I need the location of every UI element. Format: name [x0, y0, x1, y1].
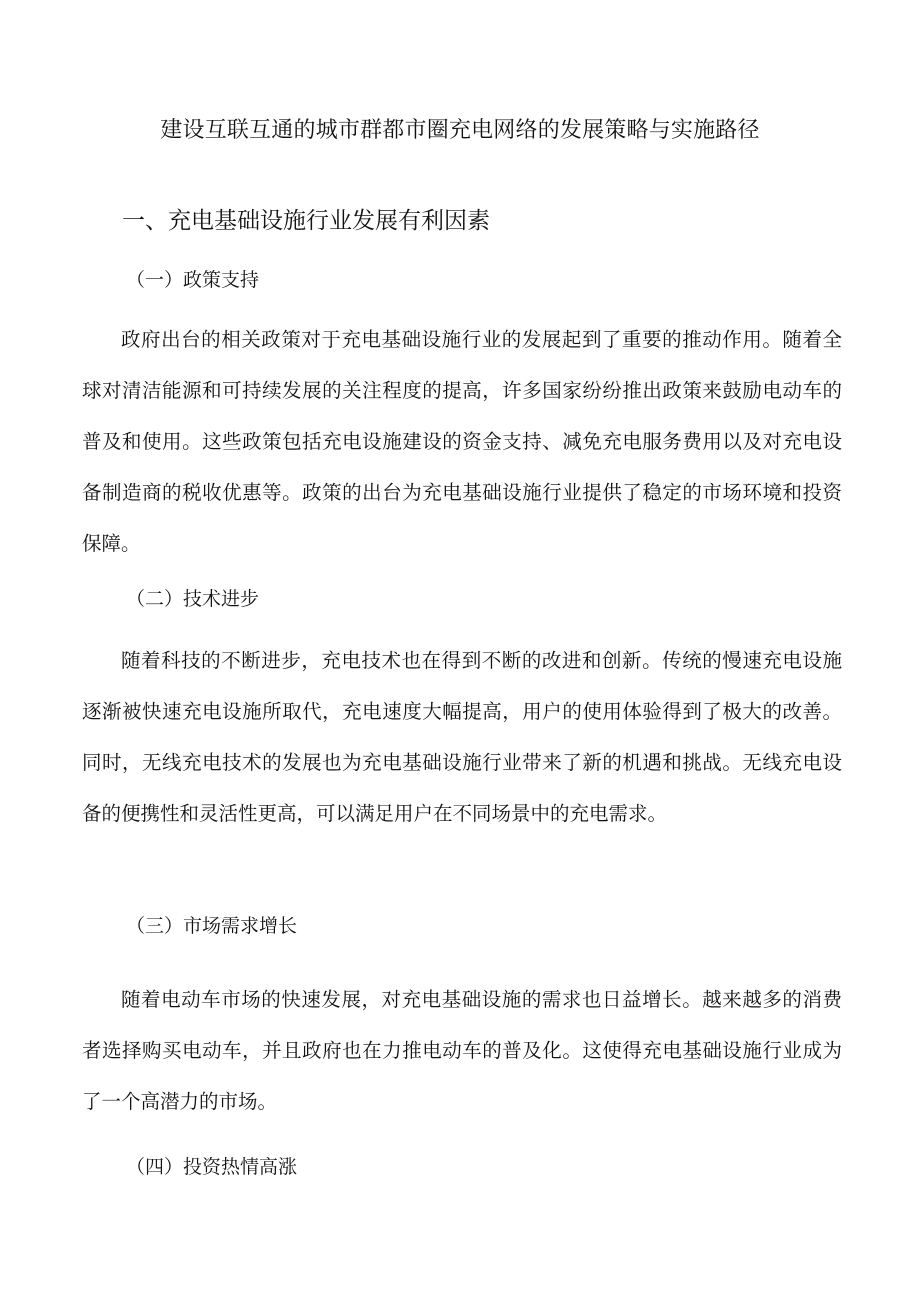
subsection-heading-technology: （二）技术进步	[126, 588, 260, 610]
paragraph-policy: 政府出台的相关政策对于充电基础设施行业的发展起到了重要的推动作用。随着全球对清洁能源和可持续发展的关注程度的提高，许多国家纷纷推出政策来鼓励电动车的普及和使用。这些政策包括充电设施建设的资金支持、减免充电服务费用以及对充电设备制造商的税收优惠等。政策的出台为充电基础设施行业提供了稳定的市场环境和投资保障。	[82, 328, 842, 555]
paragraph-technology: 随着科技的不断进步，充电技术也在得到不断的改进和创新。传统的慢速充电设施逐渐被快速充电设施所取代，充电速度大幅提高，用户的使用体验得到了极大的改善。同时，无线充电技术的发展也为充电基础设施行业带来了新的机遇和挑战。无线充电设备的便携性和灵活性更高，可以满足用户在不同场景中的充电需求。	[82, 649, 842, 825]
subsection-heading-investment: （四）投资热情高涨	[126, 1156, 298, 1178]
subsection-heading-market-demand: （三）市场需求增长	[126, 915, 298, 937]
section-heading: 一、充电基础设施行业发展有利因素	[122, 208, 490, 234]
document-title: 建设互联互通的城市群都市圈充电网络的发展策略与实施路径	[160, 118, 760, 143]
subsection-heading-policy: （一）政策支持	[126, 269, 260, 291]
paragraph-market-demand: 随着电动车市场的快速发展，对充电基础设施的需求也日益增长。越来越多的消费者选择购买电动车，并且政府也在力推电动车的普及化。这使得充电基础设施行业成为了一个高潜力的市场。	[82, 988, 842, 1113]
